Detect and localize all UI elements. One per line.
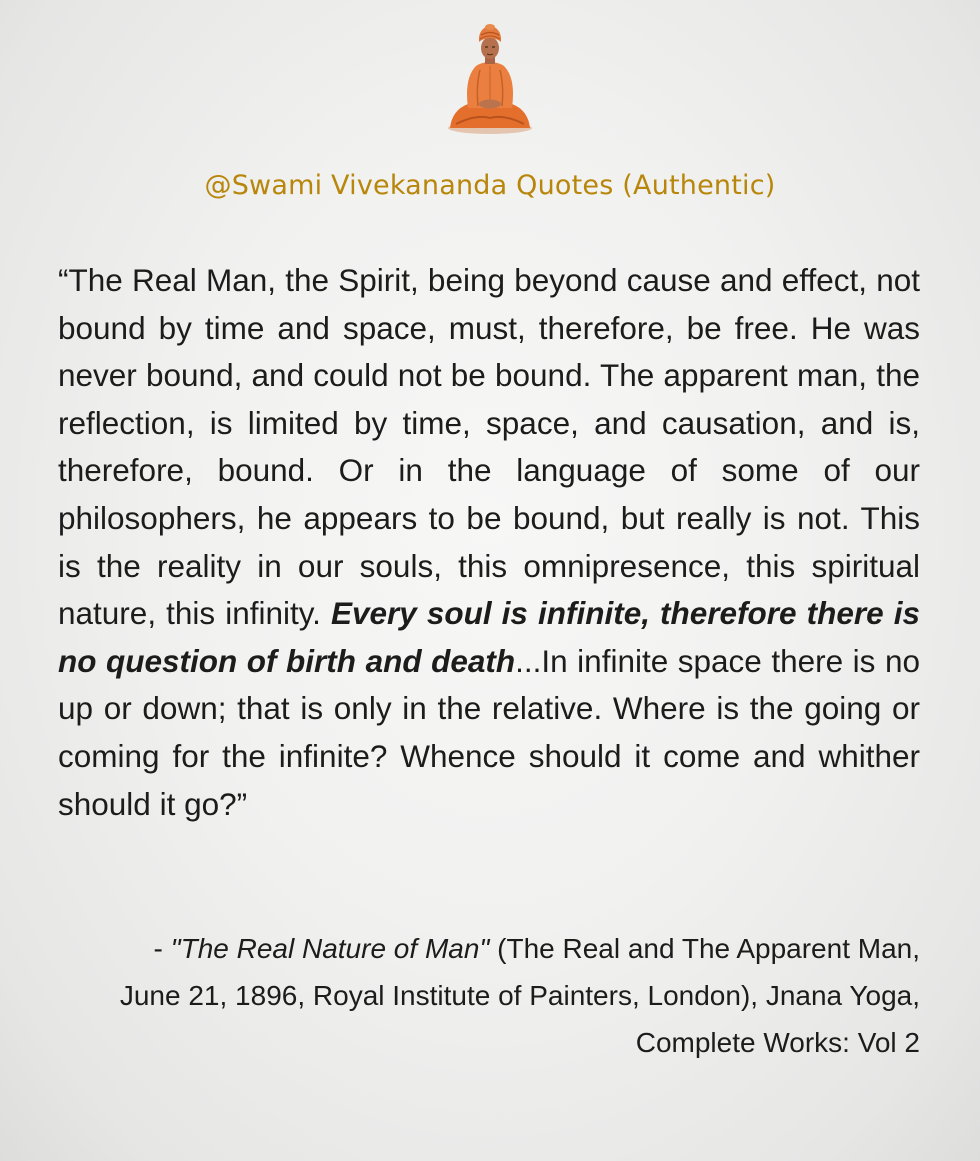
citation-work-title: "The Real Nature of Man" <box>170 933 490 964</box>
quote-part-2: ...In infinite space there is no up or down; that is only in the relative. Where is the going or coming for the infinite? Whence should it come and whither should it go?” <box>58 642 921 822</box>
seated-monk-portrait-icon <box>446 20 534 134</box>
quote-part-1: “The Real Man, the Spirit, being beyond cause and effect, not bound by time and space, must, therefore, be free. He was never bound, and could not be bound. The apparent man, the reflection, is limited by time, space, and causation, and is, therefore, bound. Or in the language of some of our philosophers, he appears to be bound, but really is not. This is the reality in our souls, this omnipresence, this spiritual nature, this infinity. <box>58 262 920 632</box>
citation-details: (The Real and The Apparent Man, June 21, 1896, Royal Institute of Painters, London), Jnana Yoga, Complete Works: Vol 2 <box>119 933 920 1058</box>
page-title: @Swami Vivekananda Quotes (Authentic) <box>204 170 776 201</box>
citation-dash: - <box>153 933 171 964</box>
quote-emphasis: Every soul is infinite, therefore there is no question of birth and death <box>58 595 920 679</box>
citation <box>100 925 920 1066</box>
quote-text <box>58 257 920 828</box>
